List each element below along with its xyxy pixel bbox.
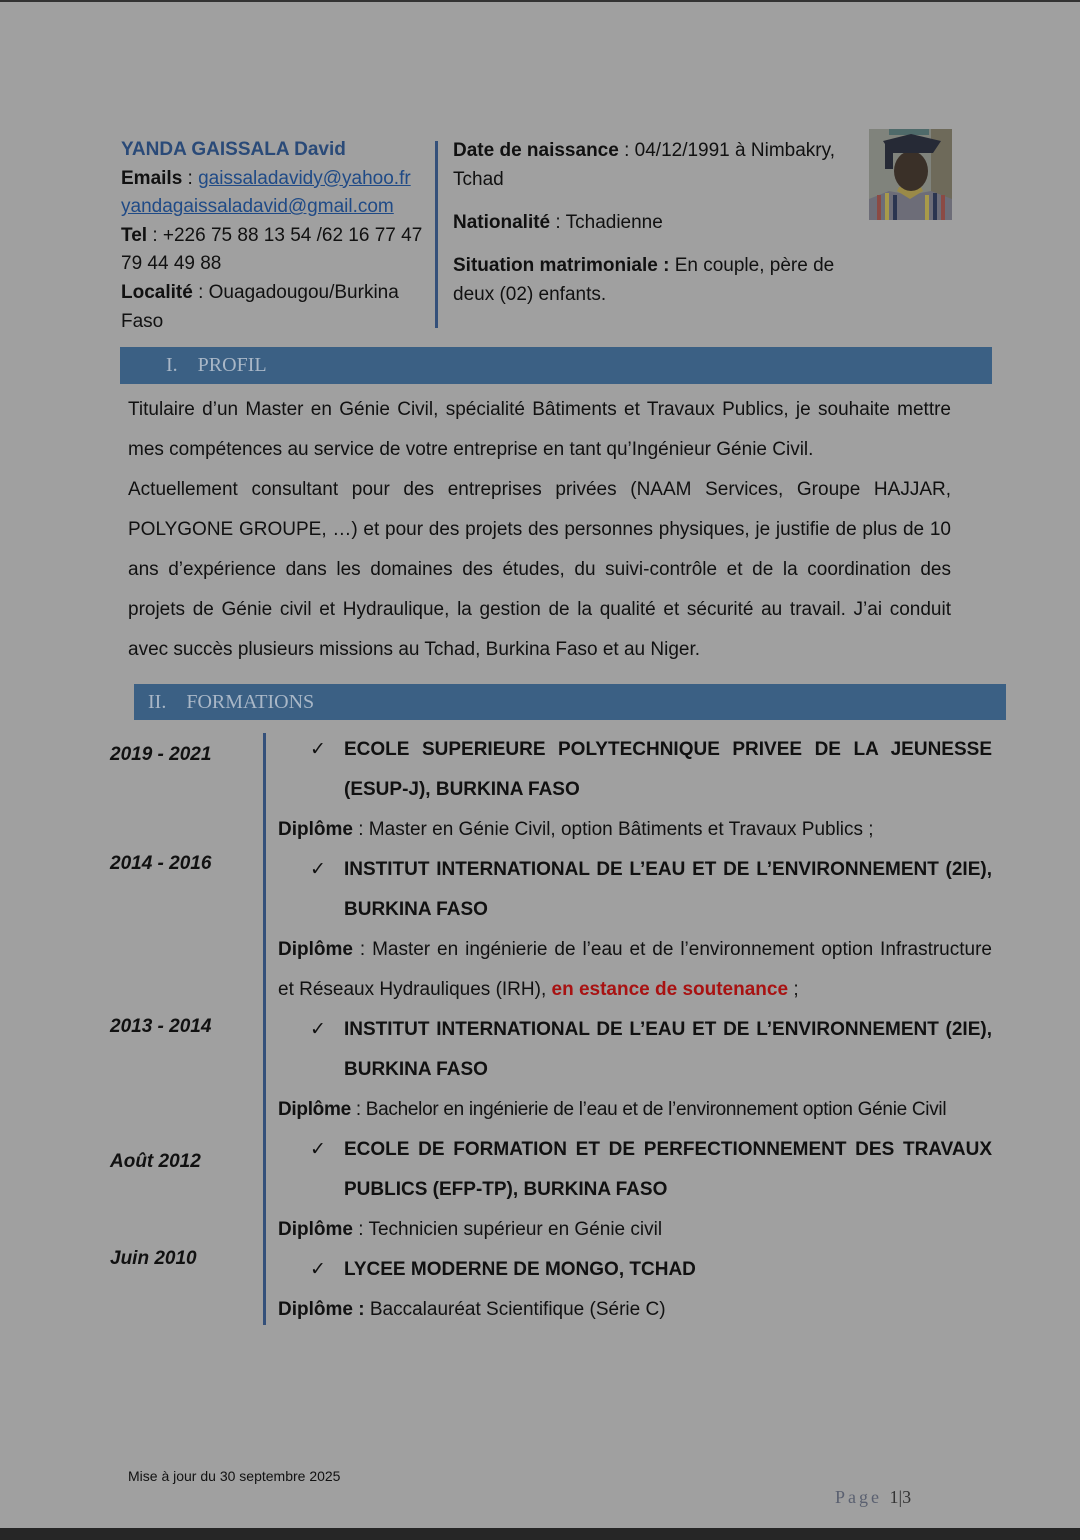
diploma-line: Diplôme : Master en ingénierie de l’eau et de l’environnement option Infrastructure et Réseaux Hydrauliques (IRH), en estance de soutenance ; bbox=[278, 939, 992, 1000]
candidate-name: YANDA GAISSALA David bbox=[121, 139, 346, 160]
page-number bbox=[835, 1487, 911, 1508]
school-item bbox=[278, 850, 992, 930]
school-item bbox=[278, 1250, 992, 1290]
diploma-line: Diplôme : Master en Génie Civil, option Bâtiments et Travaux Publics ; bbox=[278, 819, 874, 840]
page-label: Page bbox=[835, 1487, 882, 1507]
profile-paragraph: Actuellement consultant pour des entreprises privées (NAAM Services, Groupe HAJJAR, POLYGONE GROUPE, …) et pour des projets des personnes physiques, je justifie de plus de 10 ans d’expérience dans les domaines des études, du suivi-contrôle et de la coordination des projets de Génie civil et Hydraulique, la gestion de la qualité et sécurité au travail. J’ai conduit avec succès plusieurs missions au Tchad, Burkina Faso et au Niger. bbox=[128, 479, 951, 660]
checkmark-icon: ✓ bbox=[310, 739, 326, 760]
section-header-education bbox=[134, 684, 1006, 720]
education-dates: 2013 - 2014 bbox=[110, 1016, 212, 1037]
update-date: Mise à jour du 30 septembre 2025 bbox=[128, 1468, 341, 1484]
diploma-line: Diplôme : Technicien supérieur en Génie civil bbox=[278, 1219, 663, 1240]
school-name: ECOLE SUPERIEURE POLYTECHNIQUE PRIVEE DE LA JEUNESSE (ESUP-J), BURKINA FASO bbox=[344, 739, 992, 800]
nationality-value: Tchadienne bbox=[565, 212, 663, 233]
section-title: PROFIL bbox=[197, 354, 267, 376]
diploma-value: Baccalauréat Scientifique (Série C) bbox=[369, 1299, 666, 1320]
education-dates: Août 2012 bbox=[110, 1151, 201, 1172]
diploma-value: Technicien supérieur en Génie civil bbox=[368, 1219, 663, 1240]
tel-value: +226 75 88 13 54 /62 16 77 47 79 44 49 88 bbox=[121, 224, 423, 275]
locality-value: Ouagadougou/Burkina Faso bbox=[121, 281, 399, 332]
education-dates: 2019 - 2021 bbox=[110, 744, 212, 765]
portrait-icon bbox=[869, 129, 952, 220]
emails-label: Emails bbox=[121, 167, 183, 189]
diploma-note: en estance de soutenance bbox=[551, 979, 789, 1000]
school-name: INSTITUT INTERNATIONAL DE L’EAU ET DE L’ENVIRONNEMENT (2IE), BURKINA FASO bbox=[344, 1019, 992, 1080]
school-name: LYCEE MODERNE DE MONGO, TCHAD bbox=[344, 1259, 696, 1280]
checkmark-icon: ✓ bbox=[310, 859, 326, 880]
email-link-gmail[interactable]: yandagaissaladavid@gmail.com bbox=[121, 196, 394, 218]
section-number: II. bbox=[148, 690, 167, 713]
diploma-label: Diplôme bbox=[278, 1099, 351, 1120]
section-number: I. bbox=[166, 354, 178, 376]
diploma-line: Diplôme : Bachelor en ingénierie de l’eau et de l’environnement option Génie Civil bbox=[278, 1099, 947, 1120]
school-item bbox=[278, 730, 992, 810]
diploma-label: Diplôme bbox=[278, 1219, 353, 1240]
school-name: INSTITUT INTERNATIONAL DE L’EAU ET DE L’ENVIRONNEMENT (2IE), BURKINA FASO bbox=[344, 859, 992, 920]
school-item bbox=[278, 1130, 992, 1210]
diploma-value: Master en Génie Civil, option Bâtiments et Travaux Publics ; bbox=[368, 819, 874, 840]
diploma-value: Bachelor en ingénierie de l’eau et de l’environnement option Génie Civil bbox=[365, 1099, 947, 1120]
nationality-label: Nationalité bbox=[453, 212, 551, 233]
page-current: 1 bbox=[889, 1487, 899, 1507]
checkmark-icon: ✓ bbox=[310, 1259, 326, 1280]
contact-block: YANDA GAISSALA David Emails : gaissaladavidy@yahoo.fr yandagaissaladavid@gmail.com Tel : +226 75 88 13 54 /62 16 77 47 79 44 49 88 Localité : Ouagadougou/Burkina Faso bbox=[121, 136, 433, 336]
profile-paragraph: Titulaire d’un Master en Génie Civil, spécialité Bâtiments et Travaux Publics, je souhaite mettre mes compétences au service de votre entreprise en tant qu’Ingénieur Génie Civil. bbox=[128, 399, 951, 460]
locality-label: Localité bbox=[121, 281, 193, 303]
diploma-line bbox=[278, 1290, 992, 1330]
school-item bbox=[278, 1010, 992, 1090]
diploma-label: Diplôme bbox=[278, 939, 353, 960]
tel-label: Tel bbox=[121, 224, 148, 246]
birth-value: 04/12/1991 à Nimbakry, Tchad bbox=[453, 140, 835, 190]
checkmark-icon: ✓ bbox=[310, 1019, 326, 1040]
marital-value: En couple, père de deux (02) enfants. bbox=[453, 255, 835, 305]
birth-label: Date de naissance bbox=[453, 140, 619, 161]
personal-info-block: Date de naissance : 04/12/1991 à Nimbakry, Tchad Nationalité : Tchadienne Situation matrimoniale : En couple, père de deux (02) enfants. bbox=[453, 140, 835, 305]
profile-text bbox=[128, 390, 951, 670]
checkmark-icon: ✓ bbox=[310, 1139, 326, 1160]
profile-photo bbox=[869, 129, 952, 220]
school-name: ECOLE DE FORMATION ET DE PERFECTIONNEMENT DES TRAVAUX PUBLICS (EFP-TP), BURKINA FASO bbox=[344, 1139, 992, 1200]
section-header-profile bbox=[120, 347, 992, 384]
education-dates: Juin 2010 bbox=[110, 1248, 197, 1269]
page-total: 3 bbox=[902, 1487, 912, 1507]
timeline-divider bbox=[263, 733, 266, 1325]
education-list bbox=[278, 730, 992, 1330]
diploma-value: Master en ingénierie de l’eau et de l’environnement option Infrastructure et Réseaux Hydrauliques (IRH), bbox=[278, 939, 992, 1000]
email-link-yahoo[interactable]: gaissaladavidy@yahoo.fr bbox=[198, 167, 411, 189]
section-title: FORMATIONS bbox=[186, 690, 315, 713]
page-separator: | bbox=[898, 1487, 903, 1507]
top-border bbox=[0, 0, 1080, 2]
bottom-bar bbox=[0, 1528, 1080, 1540]
diploma-suffix: ; bbox=[788, 979, 799, 1000]
diploma-label: Diplôme bbox=[278, 819, 353, 840]
marital-label: Situation matrimoniale : bbox=[453, 255, 670, 276]
diploma-label: Diplôme : bbox=[278, 1299, 365, 1320]
education-dates: 2014 - 2016 bbox=[110, 853, 212, 874]
header-divider bbox=[435, 141, 438, 328]
